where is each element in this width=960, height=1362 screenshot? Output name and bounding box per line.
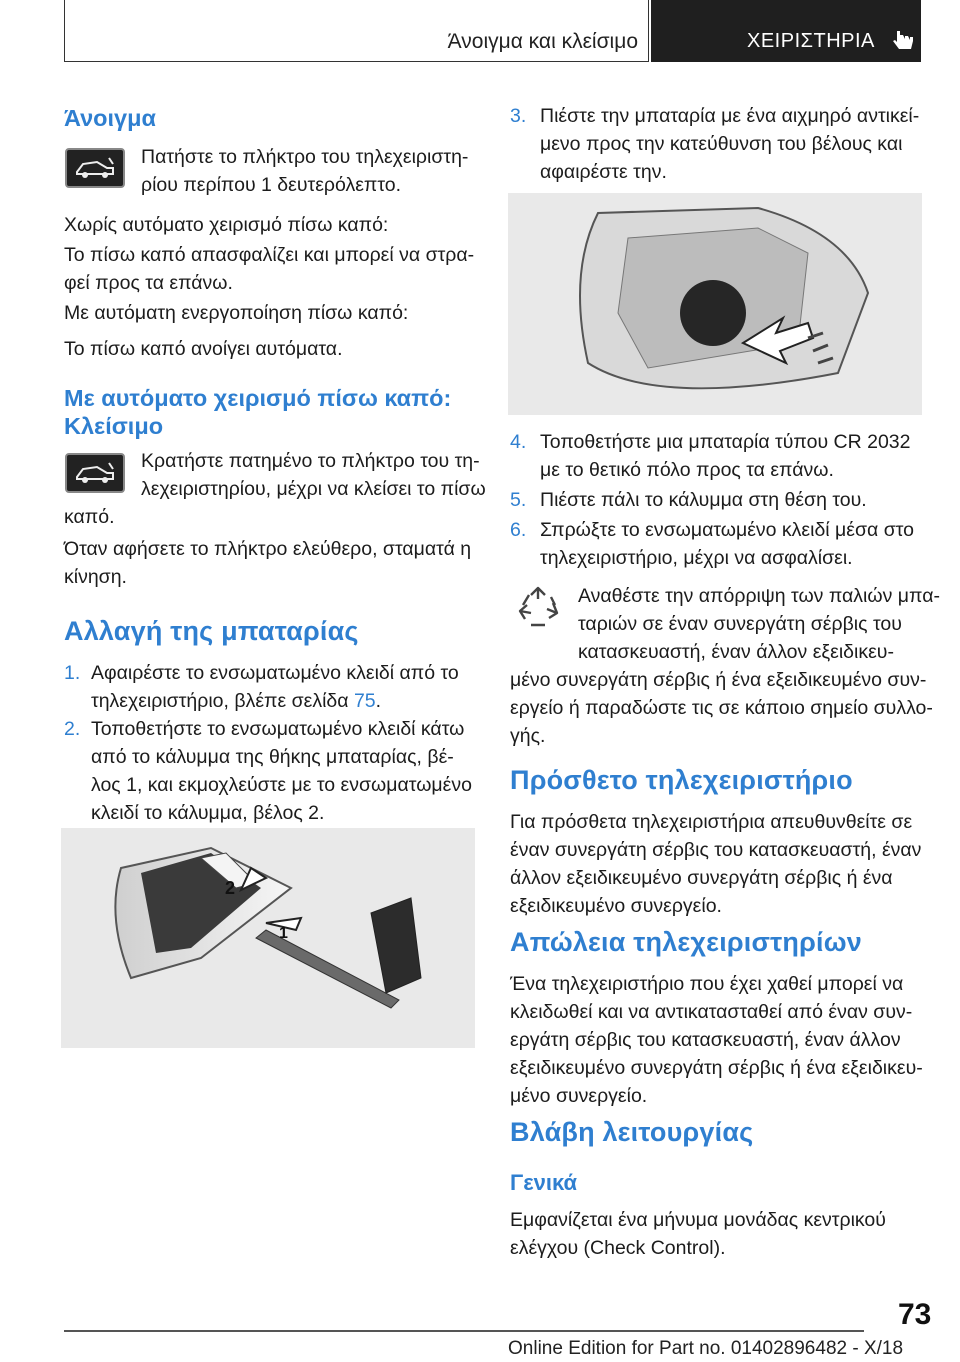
recycle-text-2: ταριών σε έναν συνεργάτη σέρβις του xyxy=(578,613,902,635)
tab-label: ΧΕΙΡΙΣΤΗΡΙΑ xyxy=(747,30,875,52)
open-text-2: ρίου περίπου 1 δευτερόλεπτο. xyxy=(141,174,402,196)
loss-text-3: εργάτη σέρβις του κατασκευαστή, έναν άλλον xyxy=(510,1029,901,1051)
page-link[interactable]: 75 xyxy=(353,690,376,712)
footer-edition: Online Edition for Part no. 01402896482 - X/18 xyxy=(508,1338,904,1359)
remote-key-trunk-icon xyxy=(65,148,125,188)
close-text-1: Κρατήστε πατημένο το πλήκτρο του τη- xyxy=(141,450,480,472)
figure-key-cover xyxy=(61,828,475,1048)
list-item xyxy=(510,428,930,484)
loss-text-4: εξειδικευμένο συνεργάτη σέρβις ή ένα εξειδικευ- xyxy=(510,1057,923,1079)
list-item xyxy=(510,516,930,572)
loss-text-2: κλειδωθεί και να αντικατασταθεί από έναν συν- xyxy=(510,1001,913,1023)
step-line: Σπρώξτε το ενσωματωμένο κλειδί μέσα στο xyxy=(540,519,915,541)
step-number: 3. xyxy=(510,105,527,127)
para-no-auto: Χωρίς αυτόματο χειρισμό πίσω καπό: xyxy=(64,214,389,236)
para-unlock-2: φεί προς τα επάνω. xyxy=(64,272,233,294)
tab-controls[interactable] xyxy=(651,0,921,62)
list-item xyxy=(64,715,484,827)
figure-battery xyxy=(508,193,922,415)
battery-removal-illustration xyxy=(508,193,922,415)
step-line: μενο προς την κατεύθυνση του βέλους και xyxy=(540,133,903,155)
step-number: 1. xyxy=(64,662,81,684)
para-auto-open: Το πίσω καπό ανοίγει αυτόματα. xyxy=(64,338,343,360)
step-line: τηλεχειριστήριο, μέχρι να ασφαλίσει. xyxy=(540,547,853,569)
step-line: με το θετικό πόλο προς τα επάνω. xyxy=(540,459,834,481)
step-line: Αφαιρέστε το ενσωματωμένο κλειδί από το xyxy=(91,662,459,684)
step-line: Τοποθετήστε το ενσωματωμένο κλειδί κάτω xyxy=(91,718,465,740)
section-title: Άνοιγμα και κλείσιμο xyxy=(447,30,638,53)
hand-pointer-icon xyxy=(891,27,917,53)
list-item xyxy=(510,102,930,186)
heading-extra-remote: Πρόσθετο τηλεχειριστήριο xyxy=(510,765,853,795)
list-item xyxy=(510,486,930,514)
remote-key-trunk-icon xyxy=(65,453,125,493)
extra-text-2: έναν συνεργάτη σέρβις του κατασκευαστή, έναν xyxy=(510,839,922,861)
step-line: Πιέστε την μπαταρία με ένα αιχμηρό αντικεί- xyxy=(540,105,920,127)
footer-divider xyxy=(64,1330,864,1332)
general-text-1: Εμφανίζεται ένα μήνυμα μονάδας κεντρικού xyxy=(510,1209,886,1231)
heading-close-2: Κλείσιμο xyxy=(64,413,164,439)
step-number: 4. xyxy=(510,431,527,453)
recycle-text-6: γής. xyxy=(510,725,546,747)
step-number: 2. xyxy=(64,718,81,740)
key-cover-illustration xyxy=(61,828,475,1048)
loss-text-5: μένο συνεργείο. xyxy=(510,1085,648,1107)
step-line: Πιέστε πάλι το κάλυμμα στη θέση του. xyxy=(540,489,867,511)
arrow-label-1: 1 xyxy=(279,925,288,942)
para-release-1: Όταν αφήσετε το πλήκτρο ελεύθερο, σταματά η xyxy=(64,538,472,560)
heading-loss: Απώλεια τηλεχειριστηρίων xyxy=(510,927,862,957)
recycle-text-1: Αναθέστε την απόρριψη των παλιών μπα- xyxy=(578,585,940,607)
extra-text-3: άλλον εξειδικευμένο συνεργάτη σέρβις ή ένα xyxy=(510,867,893,889)
heading-close-1: Με αυτόματο χειρισμό πίσω καπό: xyxy=(64,385,452,411)
step-line: λος 1, και εκμοχλεύστε με το ενσωματωμένο xyxy=(91,774,472,796)
loss-text-1: Ένα τηλεχειριστήριο που έχει χαθεί μπορεί να xyxy=(510,973,904,995)
heading-general: Γενικά xyxy=(510,1170,578,1195)
step-number: 6. xyxy=(510,519,527,541)
step-line: κλειδί το κάλυμμα, βέλος 2. xyxy=(91,802,325,824)
heading-battery: Αλλαγή της μπαταρίας xyxy=(64,616,359,646)
arrow-label-2: 2 xyxy=(225,878,236,898)
step-number: 5. xyxy=(510,489,527,511)
para-release-2: κίνηση. xyxy=(64,566,127,588)
step-line: από το κάλυμμα της θήκης μπαταρίας, βέ- xyxy=(91,746,454,768)
close-text-3: καπό. xyxy=(64,506,115,528)
recycle-text-5: εργείο ή παραδώστε τις σε κάποιο σημείο συλλο- xyxy=(510,697,933,719)
extra-text-1: Για πρόσθετα τηλεχειριστήρια απευθυνθείτε σε xyxy=(510,811,913,833)
heading-fault: Βλάβη λειτουργίας xyxy=(510,1117,754,1147)
page-number: 73 xyxy=(898,1298,932,1331)
close-text-2: λεχειριστηρίου, μέχρι να κλείσει το πίσω xyxy=(141,478,486,500)
general-text-2: ελέγχου (Check Control). xyxy=(510,1237,726,1259)
list-item xyxy=(64,659,484,715)
recycle-text-3: κατασκευαστή, έναν άλλον εξειδικευ- xyxy=(578,641,894,663)
extra-text-4: εξειδικευμένο συνεργείο. xyxy=(510,895,722,917)
recycle-text-4: μένο συνεργάτη σέρβις ή ένα εξειδικευμένο συν- xyxy=(510,669,927,691)
step-line: αφαιρέστε την. xyxy=(540,161,667,183)
para-unlock-1: Το πίσω καπό απασφαλίζει και μπορεί να στρα- xyxy=(64,244,475,266)
para-auto: Με αυτόματη ενεργοποίηση πίσω καπό: xyxy=(64,302,409,324)
recycle-icon xyxy=(515,585,561,631)
step-line: Τοποθετήστε μια μπαταρία τύπου CR 2032 xyxy=(540,431,911,453)
step-line-with-link: τηλεχειριστήριο, βλέπε σελίδα 75. xyxy=(91,690,382,712)
heading-open: Άνοιγμα xyxy=(64,105,156,131)
open-text-1: Πατήστε το πλήκτρο του τηλεχειριστη- xyxy=(141,146,469,168)
